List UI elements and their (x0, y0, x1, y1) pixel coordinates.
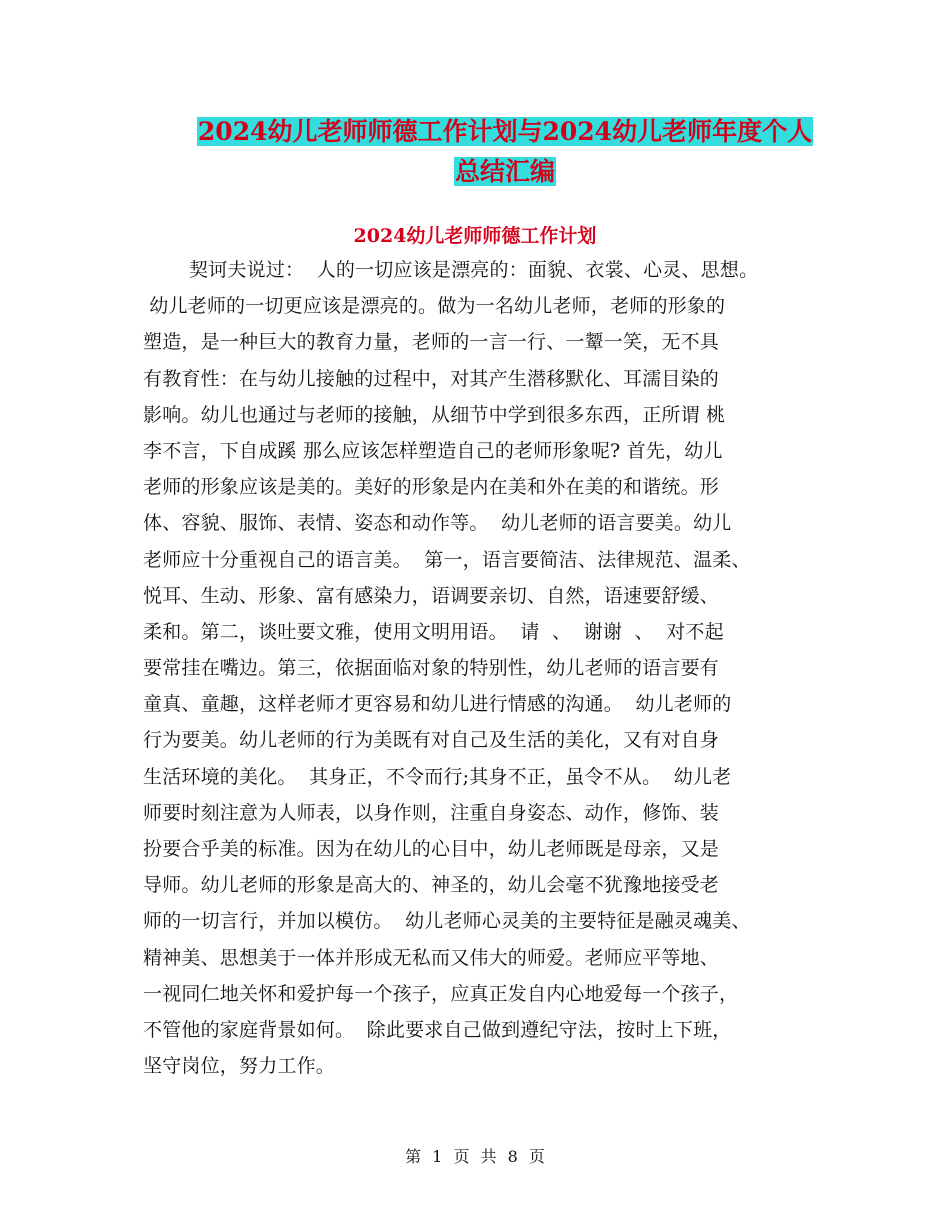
text-line: 老师应十分重视自己的语言美。 第一，语言要简洁、法律规范、温柔、 (143, 548, 751, 571)
text-line: 柔和。第二，谈吐要文雅，使用文明用语。 请 、 谢谢 、 对不起 (143, 620, 724, 643)
text-line: 童真、童趣，这样老师才更容易和幼儿进行情感的沟通。 幼儿老师的 (143, 693, 732, 716)
text-line: 悦耳、生动、形象、富有感染力，语调要亲切、自然，语速要舒缓、 (143, 584, 720, 607)
text-line: 师的一切言行，并加以模仿。 幼儿老师心灵美的主要特征是融灵魂美、 (143, 910, 751, 933)
text-line: 契诃夫说过： 人的一切应该是漂亮的：面貌、衣裳、心灵、思想。 (189, 259, 759, 281)
body-paragraph (143, 252, 833, 1084)
text-line: 扮要合乎美的标准。因为在幼儿的心目中，幼儿老师既是母亲，又是 (143, 838, 720, 860)
document-title-line-1: 2024幼儿老师师德工作计划与2024幼儿老师年度个人 (197, 117, 813, 146)
text-line: 不管他的家庭背景如何。 除此要求自己做到遵纪守法，按时上下班， (143, 1018, 732, 1041)
text-line: 体、容貌、服饰、表情、姿态和动作等。 幼儿老师的语言要美。幼儿 (143, 512, 732, 535)
text-line: 师要时刻注意为人师表，以身作则，注重自身姿态、动作，修饰、装 (143, 801, 720, 824)
section-heading: 2024幼儿老师师德工作计划 (353, 225, 597, 247)
page-number-footer: 第 1 页 共 8 页 (405, 1147, 545, 1166)
text-line: 老师的形象应该是美的。美好的形象是内在美和外在美的和谐统。形 (143, 476, 720, 499)
text-line: 精神美、思想美于一体并形成无私而又伟大的师爱。老师应平等地、 (143, 946, 720, 969)
text-line: 李不言，下自成蹊 那么应该怎样塑造自己的老师形象呢? 首先，幼儿 (143, 439, 723, 462)
text-line: 影响。幼儿也通过与老师的接触，从细节中学到很多东西，正所谓 桃 (143, 403, 726, 426)
text-line: 有教育性：在与幼儿接触的过程中，对其产生潜移默化、耳濡目染的 (143, 367, 720, 390)
text-line: 幼儿老师的一切更应该是漂亮的。做为一名幼儿老师，老师的形象的 (143, 295, 726, 318)
document-title-line-2: 总结汇编 (454, 157, 555, 186)
document-title (185, 112, 825, 192)
text-line: 一视同仁地关怀和爱护每一个孩子，应真正发自内心地爱每一个孩子， (143, 982, 739, 1005)
text-line: 生活环境的美化。 其身正，不令而行;其身不正，虽令不从。 幼儿老 (143, 765, 732, 788)
text-line: 坚守岗位，努力工作。 (143, 1055, 336, 1078)
text-line: 导师。幼儿老师的形象是高大的、神圣的，幼儿会毫不犹豫地接受老 (143, 874, 720, 897)
text-line: 行为要美。幼儿老师的行为美既有对自己及生活的美化，又有对自身 (143, 729, 720, 752)
text-line: 塑造，是一种巨大的教育力量，老师的一言一行、一颦一笑，无不具 (143, 331, 720, 354)
text-line: 要常挂在嘴边。第三，依据面临对象的特别性，幼儿老师的语言要有 (143, 657, 720, 680)
